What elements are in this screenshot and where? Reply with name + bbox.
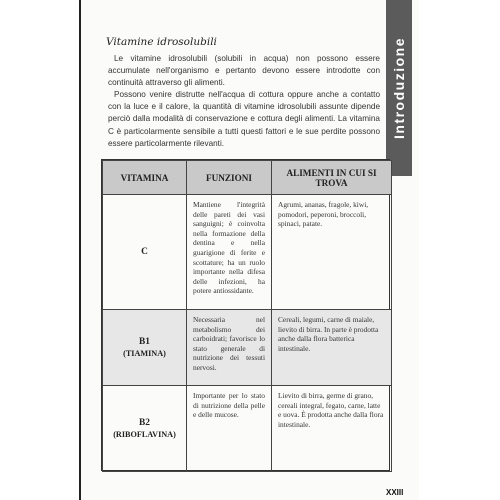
side-tab-label: Introduzione xyxy=(391,37,407,139)
vitamin-name: B2 xyxy=(139,417,150,428)
foods-cell: Lievito di birra, germe di grano, cereali integral, fegato, carne, latte e uova. È prodotta anche dalla flora intestinale. xyxy=(272,386,392,472)
intro-paragraph-1: Le vitamine idrosolubili (solubili in acqua) non possono essere accumulate nell'organismo e pertanto devono essere introdotte con continuità attraverso gli alimenti. xyxy=(108,54,380,88)
vitamin-subname: (TIAMINA) xyxy=(123,348,166,358)
functions-cell: Importante per lo stato di nutrizione della pelle e delle mucose. xyxy=(187,386,272,472)
intro-paragraph-2: Possono venire distrutte nell'acqua di cottura oppure anche a contatto con la luce e il calore, la quantità di vitamine idrosolubili assunte dipende perciò dalla modalità di conservazione e cottura degli alimenti. La vitamina C è particolarmente sensibile a tutti questi fattori e le sue perdite possono essere particolarmente rilevanti. xyxy=(108,90,380,148)
table-row xyxy=(103,386,392,472)
vitamin-name: C xyxy=(141,247,148,257)
vitamin-name: B1 xyxy=(139,336,150,347)
vitamin-cell xyxy=(103,310,187,386)
header-vitamin: VITAMINA xyxy=(103,161,187,195)
page-number: XXIII xyxy=(386,488,404,497)
functions-cell: Necessaria nel metabolismo dei carboidrati; favorisce lo stato generale di nutrizione dei tessuti nervosi. xyxy=(187,310,272,386)
header-functions: FUNZIONI xyxy=(187,161,272,195)
table-row xyxy=(103,195,392,310)
vitamin-subname: (RIBOFLAVINA) xyxy=(113,429,176,439)
section-side-tab xyxy=(386,0,412,176)
foods-cell: Agrumi, ananas, fragole, kiwi, pomodori, peperoni, broccoli, spinaci, patate. xyxy=(272,195,392,310)
vitamin-cell xyxy=(103,386,187,472)
vitamin-cell xyxy=(103,195,187,310)
table-row xyxy=(103,310,392,386)
section-title: Vitamine idrosolubili xyxy=(106,36,217,48)
functions-cell: Mantiene l'integrità delle pareti dei vasi sanguigni; è coinvolta nella formazione della dentina e nella guarigione di ferite e scottature; ha un ruolo importante nella difesa delle infezioni, ha potere antiossidante. xyxy=(187,195,272,310)
header-foods: ALIMENTI IN CUI SI TROVA xyxy=(272,161,392,195)
foods-cell: Cereali, legumi, carne di maiale, lievito di birra. In parte è prodotta anche dalla flora batterica intestinale. xyxy=(272,310,392,386)
vitamin-table xyxy=(101,159,390,471)
table-header-row xyxy=(103,161,392,195)
